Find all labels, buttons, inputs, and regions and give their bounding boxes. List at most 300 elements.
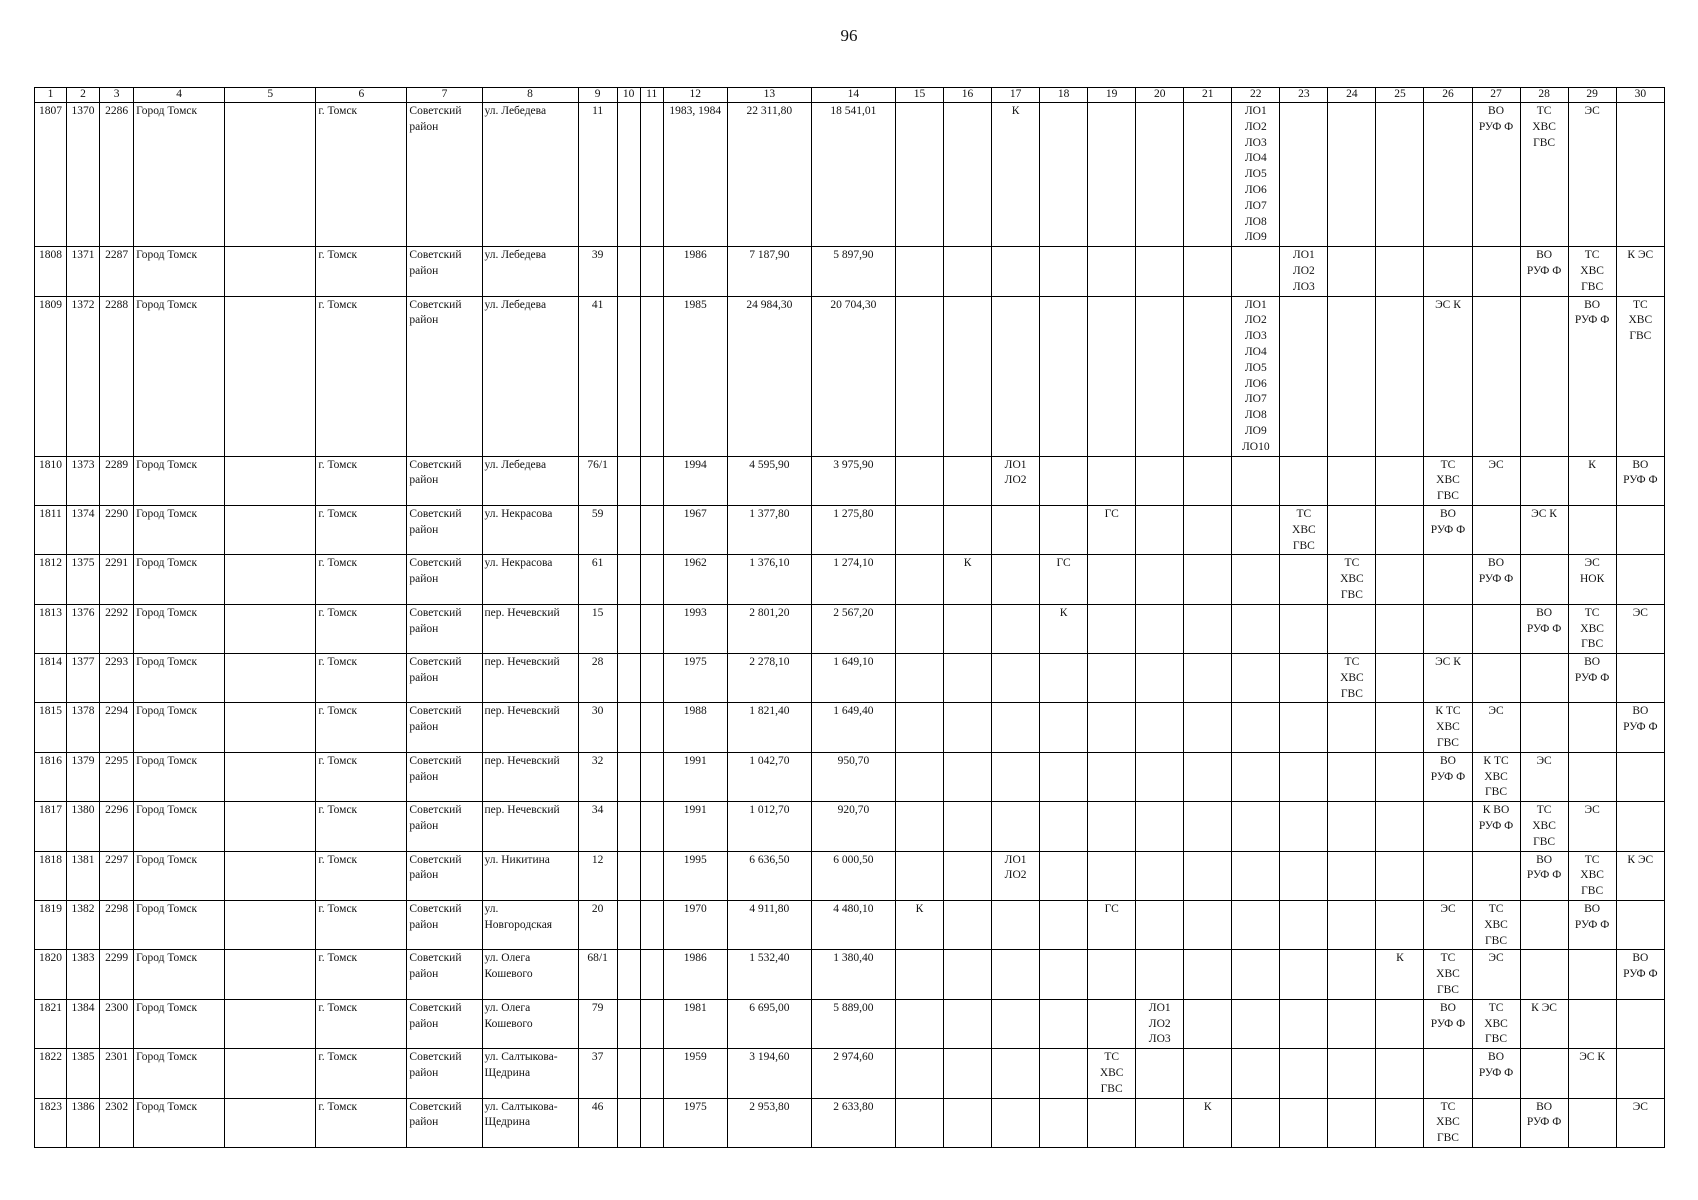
house-number-cell: 11 <box>578 103 617 247</box>
street-line: ул. Лебедева <box>484 249 547 262</box>
street-line: ул. <box>484 903 499 916</box>
district-cell <box>407 999 482 1048</box>
work-type-cell-29 <box>1568 604 1616 653</box>
registry-number-cell: 2289 <box>100 456 134 505</box>
year-built-cell: 1962 <box>663 555 727 604</box>
building-cell <box>617 505 640 554</box>
work-code: РУФ Ф <box>1623 474 1658 487</box>
living-area-cell: 1 275,80 <box>811 505 895 554</box>
table-row <box>35 247 1665 296</box>
column-number-14: 14 <box>811 88 895 103</box>
work-type-cell-18 <box>1040 296 1088 456</box>
work-type-cell-26 <box>1424 1098 1472 1147</box>
work-type-cell-23 <box>1280 703 1328 752</box>
work-code: К <box>1588 458 1596 471</box>
work-code: ЭС <box>1488 952 1504 965</box>
work-code: ЛО4 <box>1244 152 1267 165</box>
street-cell <box>482 901 578 950</box>
work-type-cell-20 <box>1136 456 1184 505</box>
work-type-cell-19 <box>1088 296 1136 456</box>
house-number-cell: 15 <box>578 604 617 653</box>
district-cell <box>407 247 482 296</box>
work-type-cell-27 <box>1472 1049 1520 1098</box>
work-type-cell-28 <box>1520 999 1568 1048</box>
row-number-cell: 1814 <box>35 654 67 703</box>
district-line: район <box>409 918 439 931</box>
work-type-cell-20 <box>1136 505 1184 554</box>
work-code: ЭС <box>1440 903 1456 916</box>
work-code: РУФ Ф <box>1623 721 1658 734</box>
work-type-cell-25 <box>1376 851 1424 900</box>
work-type-cell-30 <box>1616 1049 1664 1098</box>
work-type-cell-20 <box>1136 703 1184 752</box>
street-line: Кошевого <box>484 1017 533 1030</box>
work-code: ХВС <box>1340 573 1364 586</box>
column-number-9: 9 <box>578 88 617 103</box>
work-type-cell-19 <box>1088 1049 1136 1098</box>
work-type-cell-18 <box>1040 752 1088 801</box>
district-line: Советский <box>409 557 462 570</box>
column-number-13: 13 <box>727 88 811 103</box>
work-type-cell-19 <box>1088 851 1136 900</box>
work-type-cell-20 <box>1136 752 1184 801</box>
registry-number-cell: 2288 <box>100 296 134 456</box>
work-type-cell-16 <box>944 950 992 999</box>
work-type-cell-20 <box>1136 555 1184 604</box>
column-number-10: 10 <box>617 88 640 103</box>
column-number-6: 6 <box>316 88 407 103</box>
work-code: ЛО5 <box>1244 361 1267 374</box>
work-type-cell-26 <box>1424 999 1472 1048</box>
work-type-cell-26 <box>1424 950 1472 999</box>
municipality-cell: Город Томск <box>134 1049 225 1098</box>
city-cell: г. Томск <box>316 999 407 1048</box>
work-type-cell-23 <box>1280 456 1328 505</box>
work-type-cell-19 <box>1088 802 1136 851</box>
work-type-cell-29 <box>1568 802 1616 851</box>
municipality-cell: Город Томск <box>134 901 225 950</box>
work-type-cell-23 <box>1280 555 1328 604</box>
year-built-cell: 1981 <box>663 999 727 1048</box>
work-type-cell-20 <box>1136 247 1184 296</box>
work-type-cell-15 <box>895 1049 943 1098</box>
work-type-cell-28 <box>1520 456 1568 505</box>
work-type-cell-15 <box>895 456 943 505</box>
work-code: ЛО6 <box>1244 183 1267 196</box>
district-line: Советский <box>409 754 462 767</box>
work-type-cell-29 <box>1568 950 1616 999</box>
work-code: ЛО2 <box>1244 120 1267 133</box>
work-code: ТС <box>1584 606 1600 619</box>
building-cell <box>617 296 640 456</box>
work-code: К ЭС <box>1531 1001 1557 1014</box>
work-type-cell-16 <box>944 802 992 851</box>
work-type-cell-18 <box>1040 247 1088 296</box>
street-line: Щедрина <box>484 1116 531 1129</box>
city-cell: г. Томск <box>316 1098 407 1147</box>
work-type-cell-24 <box>1328 654 1376 703</box>
work-code: РУФ Ф <box>1478 573 1514 586</box>
total-area-cell: 6 695,00 <box>727 999 811 1048</box>
work-code: ЭС <box>1584 105 1600 117</box>
year-built-cell: 1986 <box>663 950 727 999</box>
work-type-cell-27 <box>1472 999 1520 1048</box>
settlement-type-cell <box>225 247 316 296</box>
work-type-cell-26 <box>1424 802 1472 851</box>
district-line: Советский <box>409 1051 462 1064</box>
work-code: К <box>963 557 972 570</box>
registry-number-cell: 2290 <box>100 505 134 554</box>
row-number-cell: 1812 <box>35 555 67 604</box>
work-type-cell-17 <box>992 654 1040 703</box>
work-type-cell-30 <box>1616 703 1664 752</box>
work-type-cell-22 <box>1232 851 1280 900</box>
row-number-cell: 1821 <box>35 999 67 1048</box>
settlement-type-cell <box>225 555 316 604</box>
work-type-cell-16 <box>944 851 992 900</box>
work-type-cell-26 <box>1424 247 1472 296</box>
work-type-cell-27 <box>1472 505 1520 554</box>
work-type-cell-20 <box>1136 654 1184 703</box>
work-type-cell-19 <box>1088 103 1136 247</box>
object-number-cell: 1370 <box>67 103 100 247</box>
work-type-cell-21 <box>1184 654 1232 703</box>
work-type-cell-25 <box>1376 505 1424 554</box>
work-type-cell-29 <box>1568 505 1616 554</box>
city-cell: г. Томск <box>316 456 407 505</box>
work-code: ЛО1 <box>1244 298 1267 311</box>
work-code: НОК <box>1579 573 1605 586</box>
work-type-cell-21 <box>1184 703 1232 752</box>
work-type-cell-27 <box>1472 802 1520 851</box>
work-code: ЭС К <box>1579 1051 1606 1064</box>
district-cell <box>407 752 482 801</box>
work-code: ГВС <box>1436 984 1459 997</box>
work-type-cell-22 <box>1232 752 1280 801</box>
table-row <box>35 901 1665 950</box>
work-code: ГВС <box>1581 885 1604 898</box>
work-code: РУФ Ф <box>1574 314 1610 327</box>
work-type-cell-17 <box>992 950 1040 999</box>
total-area-cell: 1 042,70 <box>727 752 811 801</box>
work-type-cell-27 <box>1472 103 1520 247</box>
work-type-cell-24 <box>1328 1098 1376 1147</box>
work-type-cell-21 <box>1184 456 1232 505</box>
letter-cell <box>640 1098 663 1147</box>
work-type-cell-30 <box>1616 901 1664 950</box>
work-code: ГВС <box>1533 835 1556 848</box>
work-type-cell-16 <box>944 296 992 456</box>
column-number-2: 2 <box>67 88 100 103</box>
work-type-cell-23 <box>1280 1098 1328 1147</box>
letter-cell <box>640 802 663 851</box>
object-number-cell: 1378 <box>67 703 100 752</box>
street-line: ул. Лебедева <box>484 298 547 311</box>
work-type-cell-22 <box>1232 950 1280 999</box>
table-row <box>35 950 1665 999</box>
work-type-cell-20 <box>1136 901 1184 950</box>
work-code: РУФ Ф <box>1526 264 1562 277</box>
work-type-cell-16 <box>944 999 992 1048</box>
work-type-cell-20 <box>1136 999 1184 1048</box>
work-type-cell-15 <box>895 901 943 950</box>
work-type-cell-28 <box>1520 851 1568 900</box>
column-number-19: 19 <box>1088 88 1136 103</box>
work-code: ХВС <box>1580 264 1604 277</box>
column-number-26: 26 <box>1424 88 1472 103</box>
municipality-cell: Город Томск <box>134 296 225 456</box>
municipality-cell: Город Томск <box>134 654 225 703</box>
year-built-cell: 1970 <box>663 901 727 950</box>
work-type-cell-23 <box>1280 247 1328 296</box>
work-type-cell-18 <box>1040 950 1088 999</box>
work-code: ВО <box>1536 249 1553 262</box>
work-type-cell-16 <box>944 703 992 752</box>
work-code: ЛО5 <box>1244 168 1267 181</box>
total-area-cell: 2 278,10 <box>727 654 811 703</box>
work-code: ВО <box>1488 105 1505 117</box>
house-number-cell: 39 <box>578 247 617 296</box>
registry-number-cell: 2296 <box>100 802 134 851</box>
work-type-cell-15 <box>895 555 943 604</box>
living-area-cell: 18 541,01 <box>811 103 895 247</box>
work-type-cell-25 <box>1376 703 1424 752</box>
row-number-cell: 1819 <box>35 901 67 950</box>
work-code: ЛО1 <box>1292 249 1315 262</box>
street-line: ул. Никитина <box>484 853 550 866</box>
work-type-cell-29 <box>1568 456 1616 505</box>
street-line: пер. Нечевский <box>484 705 560 718</box>
work-type-cell-21 <box>1184 103 1232 247</box>
work-code: ВО <box>1536 853 1553 866</box>
row-number-cell: 1817 <box>35 802 67 851</box>
building-cell <box>617 103 640 247</box>
row-number-cell: 1808 <box>35 247 67 296</box>
work-type-cell-25 <box>1376 802 1424 851</box>
work-code: ВО <box>1632 705 1649 718</box>
settlement-type-cell <box>225 950 316 999</box>
work-type-cell-21 <box>1184 901 1232 950</box>
object-number-cell: 1383 <box>67 950 100 999</box>
total-area-cell: 24 984,30 <box>727 296 811 456</box>
municipality-cell: Город Томск <box>134 703 225 752</box>
street-line: Кошевого <box>484 968 533 981</box>
work-code: ТС <box>1104 1051 1120 1064</box>
work-code: ГВС <box>1485 786 1508 799</box>
work-type-cell-30 <box>1616 950 1664 999</box>
table-row <box>35 851 1665 900</box>
page-number: 96 <box>840 26 858 45</box>
municipality-cell: Город Томск <box>134 752 225 801</box>
work-type-cell-26 <box>1424 604 1472 653</box>
work-type-cell-21 <box>1184 999 1232 1048</box>
work-code: ТС <box>1488 1001 1504 1014</box>
work-type-cell-27 <box>1472 950 1520 999</box>
total-area-cell: 22 311,80 <box>727 103 811 247</box>
letter-cell <box>640 555 663 604</box>
work-type-cell-19 <box>1088 752 1136 801</box>
work-type-cell-28 <box>1520 1049 1568 1098</box>
work-type-cell-22 <box>1232 555 1280 604</box>
work-code: ХВС <box>1484 1017 1508 1030</box>
work-type-cell-19 <box>1088 1098 1136 1147</box>
work-type-cell-16 <box>944 752 992 801</box>
work-type-cell-17 <box>992 901 1040 950</box>
work-type-cell-30 <box>1616 103 1664 247</box>
total-area-cell: 1 012,70 <box>727 802 811 851</box>
district-cell <box>407 1098 482 1147</box>
work-type-cell-28 <box>1520 604 1568 653</box>
municipality-cell: Город Томск <box>134 103 225 247</box>
column-number-12: 12 <box>663 88 727 103</box>
district-cell <box>407 1049 482 1098</box>
building-cell <box>617 950 640 999</box>
district-line: Советский <box>409 853 462 866</box>
city-cell: г. Томск <box>316 851 407 900</box>
house-number-cell: 12 <box>578 851 617 900</box>
work-code: ЛО2 <box>1292 264 1315 277</box>
living-area-cell: 6 000,50 <box>811 851 895 900</box>
work-type-cell-16 <box>944 456 992 505</box>
work-type-cell-18 <box>1040 103 1088 247</box>
work-type-cell-19 <box>1088 950 1136 999</box>
street-line: ул. Олега <box>484 952 531 965</box>
work-code: ЛО1 <box>1148 1001 1171 1014</box>
object-number-cell: 1381 <box>67 851 100 900</box>
work-type-cell-15 <box>895 1098 943 1147</box>
object-number-cell: 1371 <box>67 247 100 296</box>
work-type-cell-17 <box>992 999 1040 1048</box>
work-code: ЛО9 <box>1244 424 1267 437</box>
city-cell: г. Томск <box>316 654 407 703</box>
year-built-cell: 1994 <box>663 456 727 505</box>
work-type-cell-15 <box>895 950 943 999</box>
column-number-29: 29 <box>1568 88 1616 103</box>
column-number-4: 4 <box>134 88 225 103</box>
work-code: ХВС <box>1436 968 1460 981</box>
column-number-25: 25 <box>1376 88 1424 103</box>
column-number-24: 24 <box>1328 88 1376 103</box>
letter-cell <box>640 505 663 554</box>
work-code: ХВС <box>1436 474 1460 487</box>
work-code: ХВС <box>1484 770 1508 783</box>
district-cell <box>407 703 482 752</box>
work-code: ГВС <box>1533 136 1556 149</box>
street-cell <box>482 802 578 851</box>
work-type-cell-19 <box>1088 247 1136 296</box>
living-area-cell: 1 380,40 <box>811 950 895 999</box>
house-number-cell: 28 <box>578 654 617 703</box>
work-code: ЛО3 <box>1244 136 1267 149</box>
work-type-cell-23 <box>1280 604 1328 653</box>
work-type-cell-19 <box>1088 456 1136 505</box>
city-cell: г. Томск <box>316 901 407 950</box>
work-type-cell-15 <box>895 851 943 900</box>
year-built-cell: 1959 <box>663 1049 727 1098</box>
work-code: ВО <box>1440 1001 1456 1014</box>
registry-number-cell: 2301 <box>100 1049 134 1098</box>
row-number-cell: 1807 <box>35 103 67 247</box>
year-built-cell: 1991 <box>663 802 727 851</box>
registry-number-cell: 2294 <box>100 703 134 752</box>
house-number-cell: 20 <box>578 901 617 950</box>
street-line: ул. Салтыкова- <box>484 1051 558 1064</box>
work-type-cell-26 <box>1424 654 1472 703</box>
object-number-cell: 1376 <box>67 604 100 653</box>
work-type-cell-18 <box>1040 505 1088 554</box>
work-type-cell-24 <box>1328 604 1376 653</box>
work-code: ЛО10 <box>1242 440 1270 453</box>
work-type-cell-19 <box>1088 999 1136 1048</box>
work-type-cell-17 <box>992 1049 1040 1098</box>
total-area-cell: 4 595,90 <box>727 456 811 505</box>
work-type-cell-15 <box>895 604 943 653</box>
work-type-cell-16 <box>944 1098 992 1147</box>
work-code: ГВС <box>1436 490 1459 503</box>
district-cell <box>407 950 482 999</box>
settlement-type-cell <box>225 752 316 801</box>
settlement-type-cell <box>225 802 316 851</box>
letter-cell <box>640 1049 663 1098</box>
work-code: ЛО3 <box>1244 330 1267 343</box>
work-type-cell-29 <box>1568 296 1616 456</box>
work-code: ГВС <box>1485 934 1508 947</box>
total-area-cell: 2 953,80 <box>727 1098 811 1147</box>
street-line: Щедрина <box>484 1067 531 1080</box>
work-code: ХВС <box>1532 120 1556 133</box>
work-code: ГВС <box>1340 687 1363 700</box>
house-number-cell: 79 <box>578 999 617 1048</box>
work-type-cell-24 <box>1328 999 1376 1048</box>
work-type-cell-19 <box>1088 654 1136 703</box>
district-line: район <box>409 1116 439 1129</box>
table-row <box>35 296 1665 456</box>
work-type-cell-22 <box>1232 703 1280 752</box>
district-cell <box>407 802 482 851</box>
work-code: ЛО3 <box>1148 1033 1171 1046</box>
work-code: ЛО7 <box>1244 393 1267 406</box>
work-code: ЭС К <box>1531 507 1557 520</box>
work-code: ГВС <box>1292 539 1315 552</box>
letter-cell <box>640 103 663 247</box>
building-cell <box>617 752 640 801</box>
work-code: ХВС <box>1436 1116 1460 1129</box>
work-type-cell-20 <box>1136 604 1184 653</box>
work-code: К ТС <box>1483 754 1509 767</box>
work-type-cell-25 <box>1376 901 1424 950</box>
living-area-cell: 2 633,80 <box>811 1098 895 1147</box>
work-type-cell-20 <box>1136 296 1184 456</box>
work-type-cell-30 <box>1616 247 1664 296</box>
row-number-cell: 1820 <box>35 950 67 999</box>
work-code: ЭС К <box>1435 656 1461 669</box>
work-type-cell-24 <box>1328 802 1376 851</box>
work-type-cell-30 <box>1616 752 1664 801</box>
work-type-cell-29 <box>1568 247 1616 296</box>
registry-number-cell: 2292 <box>100 604 134 653</box>
work-type-cell-21 <box>1184 604 1232 653</box>
work-type-cell-30 <box>1616 802 1664 851</box>
column-number-17: 17 <box>992 88 1040 103</box>
district-line: район <box>409 314 439 327</box>
district-cell <box>407 505 482 554</box>
work-type-cell-17 <box>992 555 1040 604</box>
table-row <box>35 103 1665 247</box>
work-type-cell-21 <box>1184 1049 1232 1098</box>
work-type-cell-28 <box>1520 703 1568 752</box>
work-type-cell-19 <box>1088 505 1136 554</box>
work-code: РУФ Ф <box>1574 918 1610 931</box>
